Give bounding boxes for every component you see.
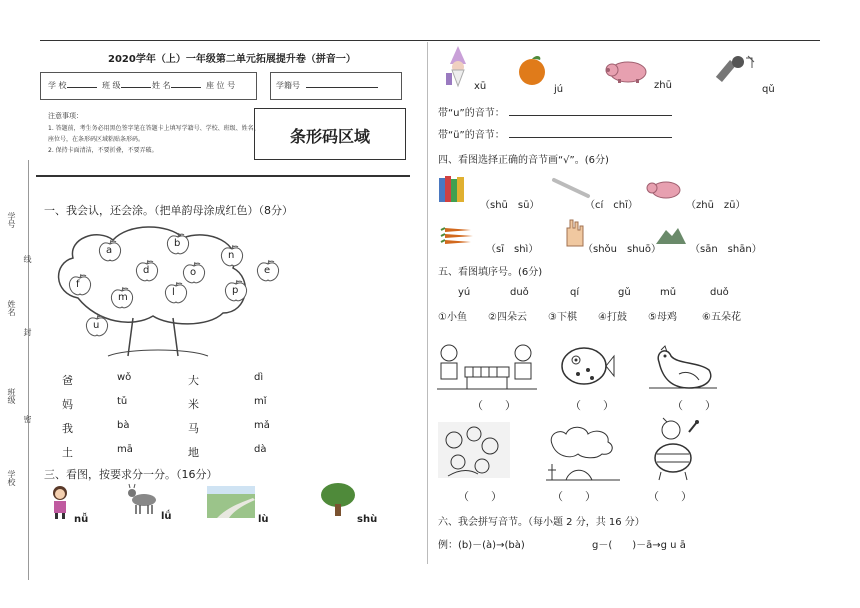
char: 大 (188, 374, 199, 387)
char: 土 (62, 446, 73, 459)
q4-option-6: （sān shān） (690, 244, 762, 255)
chess-players-drawing (437, 343, 537, 391)
char: 马 (188, 422, 199, 435)
q5-answer-5[interactable]: （ ） (552, 490, 596, 503)
column-divider (427, 42, 428, 564)
tree-apple-letter: a (106, 245, 113, 256)
pinyin: bà (117, 420, 130, 431)
tree-apple-e[interactable] (256, 260, 280, 282)
tree-picture (318, 482, 358, 518)
hand-picture (563, 218, 585, 246)
tree-apple-u[interactable] (85, 315, 109, 337)
side-label-xuexiao: 学校 (7, 470, 16, 486)
row-u: 带“u”的音节： (438, 104, 672, 119)
tree-apple-m[interactable] (110, 287, 134, 309)
pig-picture-2 (646, 178, 682, 200)
tree-apple-letter: p (232, 285, 239, 296)
q3-word-1: nǚ (74, 514, 89, 525)
flowers-drawing (438, 422, 510, 478)
q6-item-1: g－( )－ā→g u ā (592, 540, 686, 551)
fish-drawing (558, 344, 614, 388)
q4-option-2: （cí chī） (585, 200, 638, 211)
q5-item-1: ①小鱼 (438, 312, 467, 323)
pinyin: mǎ (254, 420, 270, 431)
side-label-xuehao: 学号 (7, 212, 16, 228)
tree-apple-letter: f (76, 279, 80, 290)
pig-picture (604, 58, 650, 84)
notes-title: 注意事项： (48, 112, 83, 120)
tree-apple-n[interactable] (220, 245, 244, 267)
chalk-picture (552, 178, 592, 198)
q5-pinyin-2: duǒ (510, 287, 529, 298)
char: 地 (188, 446, 199, 459)
pinyin: tǔ (117, 396, 128, 407)
top-rule (40, 40, 820, 41)
info-school: 学 校 (48, 80, 97, 91)
header-bottom-rule (36, 175, 410, 177)
q4-option-5: （shǒu shuō） (583, 244, 662, 255)
q5-pinyin-1: yú (458, 287, 471, 298)
pinyin: dì (254, 372, 264, 383)
paper-title: 2020学年（上）一年级第二单元拓展提升卷（拼音一） (108, 54, 356, 65)
hen-drawing (649, 344, 717, 390)
clouds-drawing (546, 424, 620, 480)
info-name: 姓 名 (152, 80, 201, 91)
question-4: 四、看图选择正确的音节画“√”。(6分) (438, 155, 609, 166)
q5-answer-2[interactable]: （ ） (570, 399, 614, 412)
q4-option-3: （zhū zū） (686, 200, 746, 211)
info-seat: 座 位 号 (206, 81, 236, 90)
q5-answer-6[interactable]: （ ） (648, 490, 692, 503)
q4-option-1: （shū sū） (480, 200, 540, 211)
char: 妈 (62, 398, 73, 411)
top-word-qu: qǔ (762, 84, 775, 95)
q3-word-2: lǘ (161, 511, 172, 522)
tree-apple-a[interactable] (98, 240, 122, 262)
q5-pinyin-5: mǔ (660, 287, 677, 298)
tree-apple-letter: m (118, 292, 128, 303)
q5-pinyin-4: gǔ (618, 287, 631, 298)
tree-apple-letter: l (172, 287, 175, 298)
top-word-xu: xū (474, 81, 487, 92)
wizard-picture (442, 46, 472, 86)
road-picture (207, 486, 255, 518)
q5-answer-1[interactable]: （ ） (472, 399, 516, 412)
tree-apple-d[interactable] (135, 260, 159, 282)
q5-answer-3[interactable]: （ ） (672, 399, 716, 412)
top-word-zhu: zhū (654, 80, 672, 91)
side-label-feng: 封 (23, 328, 32, 336)
side-label-banji: 班级 (7, 388, 16, 404)
books-picture (439, 176, 469, 202)
orange-picture (516, 54, 548, 86)
tree-apple-letter: d (143, 265, 150, 276)
row-v: 带“ü”的音节： (438, 126, 672, 141)
microphone-picture (718, 54, 758, 84)
q5-item-3: ③下棋 (548, 312, 577, 323)
binding-rule (28, 160, 29, 580)
side-label-xingming: 姓名 (7, 300, 16, 316)
tree-apple-o[interactable] (182, 262, 206, 284)
question-1: 一、我会认，还会涂。（把单韵母涂成红色）（8分） (44, 204, 293, 217)
char: 我 (62, 422, 73, 435)
char: 爸 (62, 374, 73, 387)
q5-item-5: ⑤母鸡 (648, 312, 677, 323)
q6-example: 例：(b)－(à)→(bà) (438, 540, 525, 551)
tree-apple-letter: u (93, 320, 100, 331)
q3-word-3: lù (258, 514, 269, 525)
mountain-picture (656, 226, 686, 244)
tree-apple-letter: b (174, 238, 181, 249)
side-label-xian: 线 (23, 255, 32, 263)
carrots-picture (441, 222, 477, 246)
pinyin: mǐ (254, 396, 267, 407)
side-label-mi: 密 (23, 415, 32, 423)
pinyin: wǒ (117, 372, 132, 383)
drummer-drawing (649, 418, 699, 480)
tree-apple-p[interactable] (224, 280, 248, 302)
pinyin: mā (117, 444, 133, 455)
tree-apple-letter: o (190, 267, 197, 278)
notes-line-1: 1. 答题前，考生务必用黑色签字笔在答题卡上填写学籍号、学校、班级、姓名、 (48, 125, 260, 132)
q5-pinyin-3: qí (570, 287, 580, 298)
tree-apple-f[interactable] (68, 274, 92, 296)
q5-item-2: ②四朵云 (488, 312, 527, 323)
notes-line-2: 座位号，在条形码区域粘贴条形码。 (48, 136, 145, 143)
exam-no: 学籍号 (276, 80, 378, 91)
info-class: 班 级 (102, 80, 151, 91)
tree-apple-b[interactable] (166, 233, 190, 255)
q5-item-6: ⑥五朵花 (702, 312, 741, 323)
question-5: 五、看图填序号。(6分) (438, 267, 543, 278)
q5-pinyin-6: duǒ (710, 287, 729, 298)
question-6: 六、我会拼写音节。（每小题 2 分，共 16 分） (438, 517, 645, 528)
girl-picture (50, 484, 70, 520)
q3-word-4: shù (357, 514, 378, 525)
char: 米 (188, 398, 199, 411)
q5-item-4: ④打鼓 (598, 312, 627, 323)
tree-apple-l[interactable] (164, 282, 188, 304)
pinyin: dà (254, 444, 267, 455)
tree-apple-letter: n (228, 250, 235, 261)
notes-line-3: 2. 保持卡面清洁，不要折叠，不要弄破。 (48, 147, 158, 154)
top-word-ju: jú (554, 84, 564, 95)
q4-option-4: （sī shì） (486, 244, 539, 255)
tree-apple-letter: e (264, 265, 271, 276)
question-3: 三、看图，按要求分一分。（16分） (44, 468, 218, 481)
barcode-label: 条形码区域 (290, 127, 371, 146)
q5-answer-4[interactable]: （ ） (458, 490, 502, 503)
donkey-picture (126, 484, 162, 516)
